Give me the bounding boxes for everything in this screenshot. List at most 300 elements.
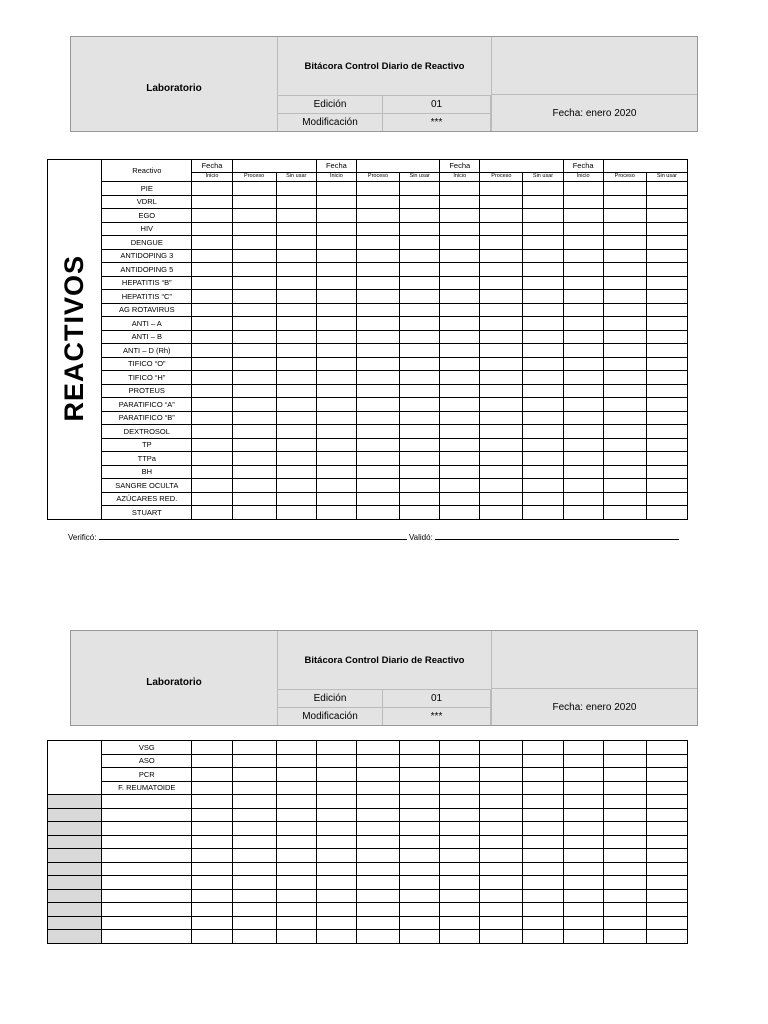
log-cell[interactable] [440, 330, 480, 344]
log-cell[interactable] [356, 182, 399, 196]
log-cell[interactable] [523, 452, 563, 466]
log-cell[interactable] [276, 425, 316, 439]
log-cell[interactable] [400, 862, 440, 876]
log-cell[interactable] [603, 808, 646, 822]
reagent-name[interactable] [102, 808, 192, 822]
verified-blank[interactable] [99, 531, 407, 540]
log-cell[interactable] [232, 195, 276, 209]
log-cell[interactable] [192, 411, 232, 425]
log-cell[interactable] [646, 492, 687, 506]
log-cell[interactable] [276, 411, 316, 425]
log-cell[interactable] [192, 876, 232, 890]
log-cell[interactable] [523, 371, 563, 385]
log-cell[interactable] [192, 452, 232, 466]
log-cell[interactable] [480, 249, 523, 263]
log-cell[interactable] [232, 916, 276, 930]
log-cell[interactable] [603, 195, 646, 209]
log-cell[interactable] [316, 438, 356, 452]
log-cell[interactable] [232, 930, 276, 944]
log-cell[interactable] [356, 317, 399, 331]
log-cell[interactable] [356, 371, 399, 385]
log-cell[interactable] [232, 276, 276, 290]
log-cell[interactable] [523, 492, 563, 506]
log-cell[interactable] [480, 849, 523, 863]
log-cell[interactable] [646, 876, 687, 890]
log-cell[interactable] [523, 849, 563, 863]
log-cell[interactable] [276, 344, 316, 358]
log-cell[interactable] [276, 916, 316, 930]
log-cell[interactable] [276, 209, 316, 223]
log-cell[interactable] [646, 452, 687, 466]
log-cell[interactable] [356, 754, 399, 768]
log-cell[interactable] [276, 862, 316, 876]
log-cell[interactable] [232, 344, 276, 358]
log-cell[interactable] [192, 344, 232, 358]
log-cell[interactable] [646, 276, 687, 290]
date-field[interactable] [356, 160, 439, 173]
log-cell[interactable] [646, 479, 687, 493]
log-cell[interactable] [316, 452, 356, 466]
log-cell[interactable] [400, 398, 440, 412]
reagent-name[interactable] [102, 876, 192, 890]
log-cell[interactable] [646, 822, 687, 836]
log-cell[interactable] [440, 849, 480, 863]
log-cell[interactable] [646, 438, 687, 452]
log-cell[interactable] [523, 236, 563, 250]
log-cell[interactable] [356, 290, 399, 304]
log-cell[interactable] [523, 754, 563, 768]
log-cell[interactable] [480, 903, 523, 917]
log-cell[interactable] [232, 754, 276, 768]
log-cell[interactable] [440, 425, 480, 439]
log-cell[interactable] [480, 182, 523, 196]
log-cell[interactable] [356, 835, 399, 849]
log-cell[interactable] [523, 290, 563, 304]
log-cell[interactable] [603, 795, 646, 809]
log-cell[interactable] [603, 930, 646, 944]
log-cell[interactable] [480, 452, 523, 466]
log-cell[interactable] [356, 398, 399, 412]
log-cell[interactable] [563, 479, 603, 493]
log-cell[interactable] [232, 330, 276, 344]
log-cell[interactable] [400, 290, 440, 304]
log-cell[interactable] [440, 835, 480, 849]
log-cell[interactable] [480, 808, 523, 822]
log-cell[interactable] [480, 371, 523, 385]
log-cell[interactable] [316, 768, 356, 782]
log-cell[interactable] [232, 263, 276, 277]
reagent-name[interactable] [102, 862, 192, 876]
log-cell[interactable] [316, 249, 356, 263]
log-cell[interactable] [232, 452, 276, 466]
reagent-name[interactable] [102, 849, 192, 863]
log-cell[interactable] [400, 411, 440, 425]
log-cell[interactable] [646, 465, 687, 479]
log-cell[interactable] [603, 303, 646, 317]
log-cell[interactable] [646, 425, 687, 439]
log-cell[interactable] [523, 209, 563, 223]
log-cell[interactable] [356, 195, 399, 209]
log-cell[interactable] [440, 781, 480, 795]
log-cell[interactable] [232, 808, 276, 822]
log-cell[interactable] [646, 182, 687, 196]
log-cell[interactable] [192, 398, 232, 412]
log-cell[interactable] [316, 276, 356, 290]
log-cell[interactable] [232, 371, 276, 385]
log-cell[interactable] [563, 930, 603, 944]
log-cell[interactable] [646, 263, 687, 277]
log-cell[interactable] [563, 276, 603, 290]
log-cell[interactable] [356, 916, 399, 930]
log-cell[interactable] [440, 438, 480, 452]
log-cell[interactable] [563, 222, 603, 236]
log-cell[interactable] [400, 781, 440, 795]
log-cell[interactable] [192, 849, 232, 863]
log-cell[interactable] [523, 357, 563, 371]
log-cell[interactable] [316, 862, 356, 876]
log-cell[interactable] [356, 425, 399, 439]
log-cell[interactable] [232, 781, 276, 795]
log-cell[interactable] [646, 781, 687, 795]
log-cell[interactable] [400, 330, 440, 344]
log-cell[interactable] [523, 876, 563, 890]
log-cell[interactable] [646, 384, 687, 398]
log-cell[interactable] [232, 741, 276, 755]
log-cell[interactable] [356, 330, 399, 344]
log-cell[interactable] [192, 916, 232, 930]
log-cell[interactable] [523, 835, 563, 849]
log-cell[interactable] [192, 209, 232, 223]
log-cell[interactable] [523, 506, 563, 520]
log-cell[interactable] [480, 876, 523, 890]
log-cell[interactable] [400, 876, 440, 890]
log-cell[interactable] [356, 384, 399, 398]
log-cell[interactable] [646, 209, 687, 223]
log-cell[interactable] [646, 506, 687, 520]
log-cell[interactable] [646, 249, 687, 263]
log-cell[interactable] [232, 222, 276, 236]
log-cell[interactable] [646, 290, 687, 304]
log-cell[interactable] [400, 930, 440, 944]
log-cell[interactable] [400, 425, 440, 439]
log-cell[interactable] [232, 835, 276, 849]
log-cell[interactable] [400, 916, 440, 930]
log-cell[interactable] [440, 249, 480, 263]
log-cell[interactable] [603, 903, 646, 917]
log-cell[interactable] [356, 222, 399, 236]
log-cell[interactable] [480, 384, 523, 398]
log-cell[interactable] [480, 835, 523, 849]
log-cell[interactable] [646, 808, 687, 822]
log-cell[interactable] [192, 249, 232, 263]
log-cell[interactable] [232, 862, 276, 876]
log-cell[interactable] [276, 479, 316, 493]
log-cell[interactable] [480, 465, 523, 479]
log-cell[interactable] [232, 492, 276, 506]
log-cell[interactable] [440, 741, 480, 755]
log-cell[interactable] [646, 344, 687, 358]
log-cell[interactable] [356, 768, 399, 782]
log-cell[interactable] [400, 344, 440, 358]
log-cell[interactable] [480, 438, 523, 452]
log-cell[interactable] [603, 249, 646, 263]
log-cell[interactable] [440, 222, 480, 236]
log-cell[interactable] [400, 384, 440, 398]
log-cell[interactable] [276, 303, 316, 317]
log-cell[interactable] [276, 795, 316, 809]
log-cell[interactable] [192, 317, 232, 331]
log-cell[interactable] [523, 795, 563, 809]
log-cell[interactable] [316, 741, 356, 755]
log-cell[interactable] [603, 889, 646, 903]
log-cell[interactable] [276, 182, 316, 196]
log-cell[interactable] [603, 479, 646, 493]
log-cell[interactable] [646, 371, 687, 385]
log-cell[interactable] [316, 822, 356, 836]
log-cell[interactable] [523, 741, 563, 755]
log-cell[interactable] [192, 889, 232, 903]
log-cell[interactable] [356, 741, 399, 755]
log-cell[interactable] [480, 330, 523, 344]
log-cell[interactable] [440, 290, 480, 304]
log-cell[interactable] [480, 930, 523, 944]
log-cell[interactable] [563, 263, 603, 277]
log-cell[interactable] [440, 506, 480, 520]
log-cell[interactable] [480, 492, 523, 506]
log-cell[interactable] [400, 849, 440, 863]
log-cell[interactable] [276, 236, 316, 250]
log-cell[interactable] [646, 930, 687, 944]
log-cell[interactable] [356, 876, 399, 890]
log-cell[interactable] [523, 195, 563, 209]
log-cell[interactable] [192, 741, 232, 755]
log-cell[interactable] [356, 465, 399, 479]
log-cell[interactable] [316, 303, 356, 317]
log-cell[interactable] [523, 479, 563, 493]
log-cell[interactable] [400, 317, 440, 331]
log-cell[interactable] [563, 862, 603, 876]
log-cell[interactable] [563, 452, 603, 466]
log-cell[interactable] [440, 317, 480, 331]
log-cell[interactable] [646, 303, 687, 317]
log-cell[interactable] [356, 438, 399, 452]
log-cell[interactable] [563, 384, 603, 398]
log-cell[interactable] [316, 781, 356, 795]
log-cell[interactable] [563, 425, 603, 439]
log-cell[interactable] [603, 317, 646, 331]
log-cell[interactable] [603, 236, 646, 250]
log-cell[interactable] [523, 930, 563, 944]
log-cell[interactable] [523, 344, 563, 358]
reagent-name[interactable] [102, 930, 192, 944]
log-cell[interactable] [316, 263, 356, 277]
log-cell[interactable] [523, 916, 563, 930]
log-cell[interactable] [440, 357, 480, 371]
log-cell[interactable] [603, 452, 646, 466]
log-cell[interactable] [400, 754, 440, 768]
log-cell[interactable] [232, 903, 276, 917]
log-cell[interactable] [480, 822, 523, 836]
log-cell[interactable] [276, 438, 316, 452]
log-cell[interactable] [316, 479, 356, 493]
log-cell[interactable] [192, 303, 232, 317]
log-cell[interactable] [232, 303, 276, 317]
log-cell[interactable] [356, 506, 399, 520]
log-cell[interactable] [316, 506, 356, 520]
log-cell[interactable] [563, 492, 603, 506]
log-cell[interactable] [276, 506, 316, 520]
log-cell[interactable] [646, 317, 687, 331]
log-cell[interactable] [563, 768, 603, 782]
log-cell[interactable] [603, 384, 646, 398]
log-cell[interactable] [192, 479, 232, 493]
log-cell[interactable] [232, 795, 276, 809]
log-cell[interactable] [603, 862, 646, 876]
log-cell[interactable] [440, 903, 480, 917]
log-cell[interactable] [316, 889, 356, 903]
log-cell[interactable] [192, 236, 232, 250]
log-cell[interactable] [563, 195, 603, 209]
log-cell[interactable] [232, 290, 276, 304]
log-cell[interactable] [523, 276, 563, 290]
log-cell[interactable] [232, 209, 276, 223]
log-cell[interactable] [523, 222, 563, 236]
log-cell[interactable] [192, 465, 232, 479]
log-cell[interactable] [316, 835, 356, 849]
log-cell[interactable] [603, 371, 646, 385]
log-cell[interactable] [440, 276, 480, 290]
log-cell[interactable] [192, 768, 232, 782]
log-cell[interactable] [603, 344, 646, 358]
log-cell[interactable] [192, 263, 232, 277]
log-cell[interactable] [276, 290, 316, 304]
log-cell[interactable] [523, 425, 563, 439]
log-cell[interactable] [563, 411, 603, 425]
log-cell[interactable] [356, 357, 399, 371]
log-cell[interactable] [316, 384, 356, 398]
log-cell[interactable] [276, 222, 316, 236]
log-cell[interactable] [316, 317, 356, 331]
log-cell[interactable] [276, 822, 316, 836]
log-cell[interactable] [440, 889, 480, 903]
log-cell[interactable] [646, 889, 687, 903]
log-cell[interactable] [356, 263, 399, 277]
log-cell[interactable] [192, 276, 232, 290]
log-cell[interactable] [563, 465, 603, 479]
log-cell[interactable] [192, 781, 232, 795]
log-cell[interactable] [440, 808, 480, 822]
log-cell[interactable] [603, 876, 646, 890]
log-cell[interactable] [603, 506, 646, 520]
log-cell[interactable] [232, 182, 276, 196]
log-cell[interactable] [440, 754, 480, 768]
log-cell[interactable] [232, 317, 276, 331]
log-cell[interactable] [316, 425, 356, 439]
log-cell[interactable] [480, 317, 523, 331]
log-cell[interactable] [400, 452, 440, 466]
reagent-name[interactable] [102, 903, 192, 917]
log-cell[interactable] [192, 903, 232, 917]
log-cell[interactable] [603, 835, 646, 849]
log-cell[interactable] [316, 357, 356, 371]
log-cell[interactable] [523, 303, 563, 317]
log-cell[interactable] [356, 276, 399, 290]
log-cell[interactable] [316, 876, 356, 890]
log-cell[interactable] [440, 795, 480, 809]
log-cell[interactable] [276, 330, 316, 344]
log-cell[interactable] [440, 492, 480, 506]
log-cell[interactable] [480, 916, 523, 930]
log-cell[interactable] [440, 209, 480, 223]
log-cell[interactable] [192, 822, 232, 836]
log-cell[interactable] [400, 903, 440, 917]
log-cell[interactable] [316, 465, 356, 479]
log-cell[interactable] [603, 465, 646, 479]
log-cell[interactable] [316, 849, 356, 863]
log-cell[interactable] [232, 849, 276, 863]
log-cell[interactable] [276, 808, 316, 822]
log-cell[interactable] [563, 506, 603, 520]
log-cell[interactable] [563, 849, 603, 863]
log-cell[interactable] [563, 357, 603, 371]
log-cell[interactable] [276, 465, 316, 479]
log-cell[interactable] [440, 930, 480, 944]
log-cell[interactable] [523, 465, 563, 479]
reagent-name[interactable] [102, 795, 192, 809]
log-cell[interactable] [440, 195, 480, 209]
log-cell[interactable] [440, 384, 480, 398]
log-cell[interactable] [232, 384, 276, 398]
log-cell[interactable] [276, 276, 316, 290]
log-cell[interactable] [563, 741, 603, 755]
reagent-name[interactable] [102, 916, 192, 930]
log-cell[interactable] [400, 357, 440, 371]
log-cell[interactable] [276, 930, 316, 944]
log-cell[interactable] [603, 425, 646, 439]
log-cell[interactable] [523, 411, 563, 425]
log-cell[interactable] [276, 452, 316, 466]
log-cell[interactable] [192, 357, 232, 371]
log-cell[interactable] [646, 195, 687, 209]
log-cell[interactable] [276, 889, 316, 903]
log-cell[interactable] [316, 330, 356, 344]
log-cell[interactable] [400, 768, 440, 782]
log-cell[interactable] [232, 398, 276, 412]
log-cell[interactable] [440, 479, 480, 493]
log-cell[interactable] [603, 492, 646, 506]
log-cell[interactable] [603, 263, 646, 277]
log-cell[interactable] [356, 303, 399, 317]
log-cell[interactable] [480, 344, 523, 358]
log-cell[interactable] [523, 781, 563, 795]
log-cell[interactable] [523, 249, 563, 263]
log-cell[interactable] [276, 263, 316, 277]
log-cell[interactable] [276, 754, 316, 768]
log-cell[interactable] [316, 209, 356, 223]
log-cell[interactable] [440, 768, 480, 782]
log-cell[interactable] [646, 903, 687, 917]
log-cell[interactable] [563, 398, 603, 412]
log-cell[interactable] [523, 862, 563, 876]
log-cell[interactable] [316, 808, 356, 822]
log-cell[interactable] [646, 222, 687, 236]
log-cell[interactable] [603, 398, 646, 412]
log-cell[interactable] [192, 506, 232, 520]
log-cell[interactable] [232, 768, 276, 782]
log-cell[interactable] [646, 236, 687, 250]
log-cell[interactable] [603, 276, 646, 290]
log-cell[interactable] [480, 357, 523, 371]
